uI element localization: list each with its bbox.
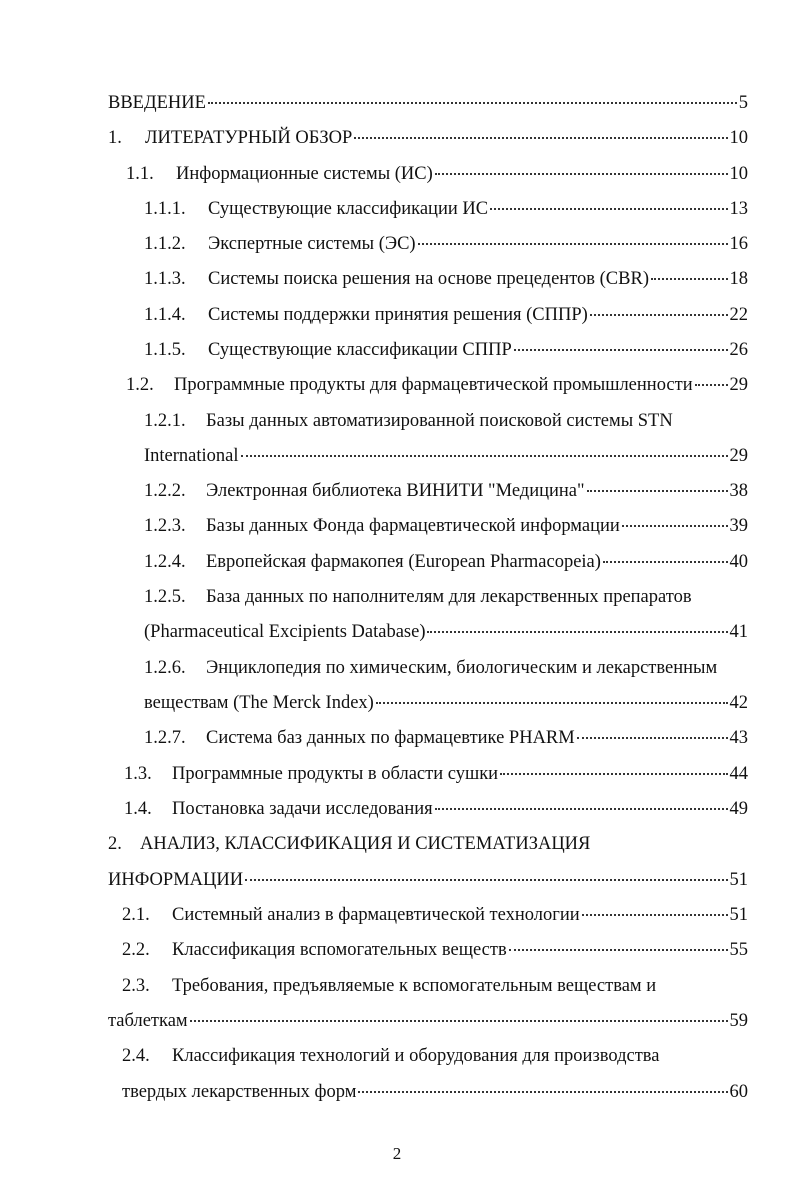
- toc-entry-title-continuation: (Pharmaceutical Excipients Database): [144, 622, 426, 642]
- toc-entry-2-3[interactable]: [122, 973, 748, 999]
- toc-entry-number: 1.1.3.: [144, 269, 186, 289]
- toc-entry-page: 51: [729, 905, 748, 925]
- toc-entry-page: 18: [729, 269, 748, 289]
- toc-entry-1-1[interactable]: [126, 161, 748, 187]
- toc-entry-chapter-2-continuation[interactable]: [108, 867, 748, 893]
- toc-entry-page: 29: [729, 375, 748, 395]
- toc-entry-number: 1.2.6.: [144, 658, 186, 678]
- toc-entry-1-2-7[interactable]: [144, 725, 748, 751]
- toc-entry-1-4[interactable]: [124, 796, 748, 822]
- toc-entry-title: ЛИТЕРАТУРНЫЙ ОБЗОР: [145, 128, 353, 148]
- toc-entry-title-continuation: International: [144, 446, 239, 466]
- toc-entry-number: 1.: [108, 128, 122, 148]
- toc-entry-title: Существующие классификации СППР: [208, 340, 512, 360]
- toc-entry-2-2[interactable]: [122, 937, 748, 963]
- toc-entry-number: 1.1.5.: [144, 340, 186, 360]
- toc-entry-title: Базы данных автоматизированной поисковой системы STN: [206, 411, 673, 431]
- leader-dots: [509, 949, 728, 951]
- toc-entry-title-continuation: твердых лекарственных форм: [122, 1082, 357, 1102]
- toc-entry-page: 60: [729, 1082, 748, 1102]
- leader-dots: [435, 808, 728, 810]
- toc-entry-page: 59: [729, 1011, 748, 1031]
- toc-entry-page: 55: [729, 940, 748, 960]
- toc-entry-page: 44: [729, 764, 748, 784]
- toc-entry-title: Система баз данных по фармацевтике PHARM: [206, 728, 575, 748]
- toc-entry-1-1-3[interactable]: [144, 266, 748, 292]
- toc-entry-title: Классификация технологий и оборудования для производства: [172, 1046, 660, 1066]
- toc-entry-title: База данных по наполнителям для лекарственных препаратов: [206, 587, 692, 607]
- toc-entry-title: Требования, предъявляемые к вспомогательным веществам и: [172, 976, 657, 996]
- toc-entry-title: ВВЕДЕНИЕ: [108, 93, 206, 113]
- toc-entry-page: 10: [729, 128, 748, 148]
- toc-entry-1-2-2[interactable]: [144, 478, 748, 504]
- toc-entry-page: 10: [729, 164, 748, 184]
- toc-entry-title: Классификация вспомогательных веществ: [172, 940, 507, 960]
- toc-entry-1-2-5[interactable]: [144, 584, 748, 610]
- toc-entry-number: 1.2.4.: [144, 552, 186, 572]
- toc-entry-page: 38: [729, 481, 748, 501]
- toc-entry-1-1-4[interactable]: [144, 302, 748, 328]
- toc-entry-title: Системы поиска решения на основе прецедентов (CBR): [208, 269, 649, 289]
- toc-entry-2-1[interactable]: [122, 902, 748, 928]
- page-number: 2: [392, 1144, 402, 1163]
- leader-dots: [208, 102, 737, 104]
- toc-entry-chapter-2[interactable]: [108, 831, 748, 857]
- leader-dots: [500, 773, 727, 775]
- toc-entry-number: 1.2.3.: [144, 516, 186, 536]
- toc-entry-2-4[interactable]: [122, 1043, 748, 1069]
- toc-entry-1-1-5[interactable]: [144, 337, 748, 363]
- toc-entry-page: 43: [729, 728, 748, 748]
- toc-entry-title: Существующие классификации ИС: [208, 199, 489, 219]
- toc-entry-title: Системы поддержки принятия решения (СППР): [208, 305, 588, 325]
- toc-entry-page: 22: [729, 305, 748, 325]
- toc-entry-1-2-1-continuation[interactable]: [144, 443, 748, 469]
- toc-entry-title: Программные продукты для фармацевтической промышленности: [174, 375, 693, 395]
- toc-entry-number: 2.3.: [122, 976, 150, 996]
- toc-entry-intro[interactable]: [108, 90, 748, 116]
- leader-dots: [241, 455, 728, 457]
- toc-entry-page: 29: [729, 446, 748, 466]
- leader-dots: [582, 914, 728, 916]
- leader-dots: [622, 525, 728, 527]
- toc-entry-number: 1.2.2.: [144, 481, 186, 501]
- toc-entry-title: Постановка задачи исследования: [172, 799, 433, 819]
- leader-dots: [376, 702, 728, 704]
- toc-entry-page: 49: [729, 799, 748, 819]
- toc-entry-page: 16: [729, 234, 748, 254]
- leader-dots: [603, 561, 728, 563]
- toc-entry-number: 1.1.2.: [144, 234, 186, 254]
- leader-dots: [358, 1091, 727, 1093]
- toc-entry-1-2-5-continuation[interactable]: [144, 619, 748, 645]
- leader-dots: [418, 243, 728, 245]
- toc-entry-title: Экспертные системы (ЭС): [208, 234, 416, 254]
- toc-entry-2-4-continuation[interactable]: [122, 1079, 748, 1105]
- toc-entry-number: 2.2.: [122, 940, 150, 960]
- leader-dots: [695, 384, 728, 386]
- leader-dots: [651, 278, 728, 280]
- toc-entry-title: Системный анализ в фармацевтической технологии: [172, 905, 580, 925]
- toc-entry-page: 26: [729, 340, 748, 360]
- toc-entry-title: Энциклопедия по химическим, биологическим и лекарственным: [206, 658, 718, 678]
- leader-dots: [435, 173, 728, 175]
- toc-entry-1-1-2[interactable]: [144, 231, 748, 257]
- toc-entry-number: 1.2.5.: [144, 587, 186, 607]
- toc-entry-1-2-4[interactable]: [144, 549, 748, 575]
- toc-entry-page: 5: [738, 93, 748, 113]
- leader-dots: [514, 349, 728, 351]
- toc-entry-number: 1.4.: [124, 799, 152, 819]
- toc-entry-number: 1.1.: [126, 164, 154, 184]
- toc-entry-number: 2.: [108, 834, 122, 854]
- toc-entry-chapter-1[interactable]: [108, 125, 748, 151]
- toc-entry-page: 39: [729, 516, 748, 536]
- toc-entry-1-2-1[interactable]: [144, 408, 748, 434]
- toc-entry-1-2-6[interactable]: [144, 655, 748, 681]
- toc-entry-2-3-continuation[interactable]: [108, 1008, 748, 1034]
- leader-dots: [427, 631, 727, 633]
- toc-entry-title: Программные продукты в области сушки: [172, 764, 499, 784]
- toc-entry-number: 1.2.1.: [144, 411, 186, 431]
- toc-entry-title: Европейская фармакопея (European Pharmacopeia): [206, 552, 601, 572]
- leader-dots: [577, 737, 728, 739]
- toc-entry-page: 13: [729, 199, 748, 219]
- leader-dots: [245, 879, 727, 881]
- toc-entry-title-continuation: ИНФОРМАЦИИ: [108, 870, 244, 890]
- toc-entry-1-2-3[interactable]: [144, 513, 748, 539]
- toc-entry-number: 2.1.: [122, 905, 150, 925]
- toc-entry-number: 1.1.1.: [144, 199, 186, 219]
- toc-entry-number: 1.2.: [126, 375, 154, 395]
- toc-entry-title: АНАЛИЗ, КЛАССИФИКАЦИЯ И СИСТЕМАТИЗАЦИЯ: [140, 834, 591, 854]
- toc-entry-page: 41: [729, 622, 748, 642]
- toc-entry-1-2[interactable]: [126, 372, 748, 398]
- toc-entry-page: 51: [729, 870, 748, 890]
- leader-dots: [354, 137, 727, 139]
- toc-entry-title: Базы данных Фонда фармацевтической информации: [206, 516, 620, 536]
- toc-entry-title: Информационные системы (ИС): [176, 164, 433, 184]
- toc-entry-1-1-1[interactable]: [144, 196, 748, 222]
- toc-entry-title: Электронная библиотека ВИНИТИ "Медицина": [206, 481, 585, 501]
- toc-entry-number: 2.4.: [122, 1046, 150, 1066]
- toc-entry-page: 40: [729, 552, 748, 572]
- toc-entry-title-continuation: веществам (The Merck Index): [144, 693, 374, 713]
- toc-entry-page: 42: [729, 693, 748, 713]
- toc-entry-title-continuation: таблеткам: [108, 1011, 188, 1031]
- toc-entry-1-2-6-continuation[interactable]: [144, 690, 748, 716]
- toc-entry-1-3[interactable]: [124, 761, 748, 787]
- leader-dots: [587, 490, 728, 492]
- toc-entry-number: 1.2.7.: [144, 728, 186, 748]
- leader-dots: [590, 314, 728, 316]
- toc-entry-number: 1.1.4.: [144, 305, 186, 325]
- leader-dots: [490, 208, 727, 210]
- leader-dots: [190, 1020, 728, 1022]
- toc-entry-number: 1.3.: [124, 764, 152, 784]
